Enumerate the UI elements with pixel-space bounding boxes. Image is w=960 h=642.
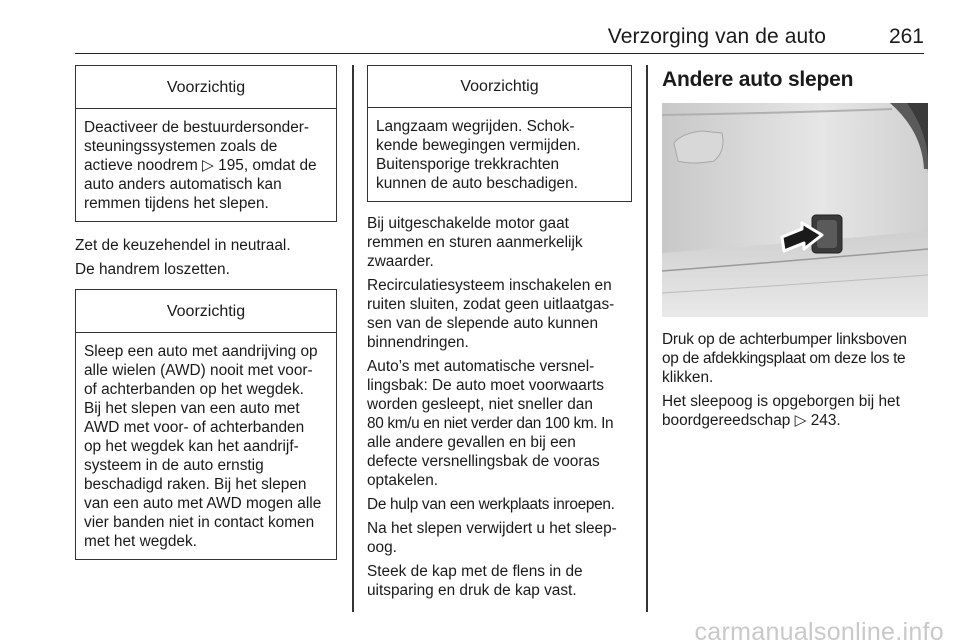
caution-box <box>367 65 632 202</box>
text-line: Deactiveer de bestuurdersonder- <box>84 119 309 136</box>
paragraph <box>662 330 928 387</box>
text-line: zwaarder. <box>367 253 434 270</box>
text-line: binnendringen. <box>367 334 469 351</box>
caution-box <box>75 65 337 222</box>
header-title: Verzorging van de auto <box>607 25 826 48</box>
text-line: oog. <box>367 539 397 556</box>
paragraph <box>367 276 632 352</box>
text-line: Druk op de achterbumper linksboven <box>662 331 907 348</box>
text-line: worden gesleept, niet sneller dan <box>367 396 593 413</box>
text-line: Langzaam wegrijden. Schok- <box>376 118 575 135</box>
caution-heading: Voorzichtig <box>76 66 336 109</box>
text-line: AWD met voor- of achterbanden <box>84 419 305 436</box>
text-line: remmen en sturen aanmerkelijk <box>367 234 583 251</box>
text-line: Het sleepoog is opgeborgen bij het <box>662 393 900 410</box>
column-divider <box>352 65 354 612</box>
paragraph <box>367 519 632 557</box>
paragraph: De handrem loszetten. <box>75 261 230 278</box>
text-line: beschadigd raken. Bij het slepen <box>84 476 307 493</box>
bumper-photo <box>662 103 928 317</box>
text-line: auto anders automatisch kan <box>84 176 282 193</box>
paragraph <box>367 495 632 514</box>
text-line: boordgereedschap ▷ 243. <box>662 412 841 429</box>
text-line: Na het slepen verwijdert u het sleep- <box>367 520 617 537</box>
column-1 <box>75 65 337 570</box>
text-line: 80 km/u en niet verder dan 100 km. In <box>367 415 614 432</box>
paragraph <box>367 357 632 490</box>
text-line: van een auto met AWD mogen alle <box>84 495 322 512</box>
paragraph <box>367 562 632 600</box>
text-line: of achterbanden op het wegdek. <box>84 381 304 398</box>
caution-text <box>368 108 631 201</box>
text-line: Bij het slepen van een auto met <box>84 400 300 417</box>
page-header <box>75 26 924 54</box>
paragraph <box>662 392 928 430</box>
caution-heading: Voorzichtig <box>76 290 336 333</box>
paragraph <box>367 214 632 271</box>
page-number: 261 <box>888 25 924 48</box>
text-line: remmen tijdens het slepen. <box>84 195 269 212</box>
text-line: vier banden niet in contact komen <box>84 514 315 531</box>
text-line: alle wielen (AWD) nooit met voor- <box>84 362 313 379</box>
paragraph: Zet de keuzehendel in neutraal. <box>75 237 291 254</box>
text-line: klikken. <box>662 369 714 386</box>
text-line: Sleep een auto met aandrijving op <box>84 343 318 360</box>
text-line: actieve noodrem ▷ 195, omdat de <box>84 157 317 174</box>
text-line: steuningssystemen zoals de <box>84 138 278 155</box>
caution-text <box>76 333 336 559</box>
column-divider <box>646 65 648 612</box>
text-line: Steek de kap met de flens in de <box>367 563 583 580</box>
text-line: kende bewegingen vermijden. <box>376 137 581 154</box>
text-line: lingsbak: De auto moet voorwaarts <box>367 377 604 394</box>
text-line: Buitensporige trekkrachten <box>376 156 560 173</box>
text-line: Auto’s met automatische versnel- <box>367 358 595 375</box>
text-line: kunnen de auto beschadigen. <box>376 175 578 192</box>
column-3 <box>662 65 928 435</box>
text-line: sen van de slepende auto kunnen <box>367 315 599 332</box>
text-line: op de afdekkingsplaat om deze los te <box>662 350 906 367</box>
text-line: Recirculatiesysteem inschakelen en <box>367 277 612 294</box>
watermark: carmanualsonline.info <box>694 618 944 642</box>
caution-heading: Voorzichtig <box>368 66 631 108</box>
text-line: De hulp van een werkplaats inroepen. <box>367 496 615 513</box>
text-line: defecte versnellingsbak de vooras <box>367 453 600 470</box>
caution-text <box>76 109 336 221</box>
text-line: uitsparing en druk de kap vast. <box>367 582 577 599</box>
text-line: op het wegdek kan het aandrijf- <box>84 438 299 455</box>
caution-box <box>75 289 337 560</box>
section-title: Andere auto slepen <box>662 68 854 91</box>
text-line: optakelen. <box>367 472 439 489</box>
text-line: systeem in de auto ernstig <box>84 457 264 474</box>
text-line: alle andere gevallen en bij een <box>367 434 576 451</box>
text-line: ruiten sluiten, zodat geen uitlaatgas- <box>367 296 615 313</box>
column-2 <box>367 65 632 605</box>
text-line: met het wegdek. <box>84 533 197 550</box>
text-line: Bij uitgeschakelde motor gaat <box>367 215 569 232</box>
